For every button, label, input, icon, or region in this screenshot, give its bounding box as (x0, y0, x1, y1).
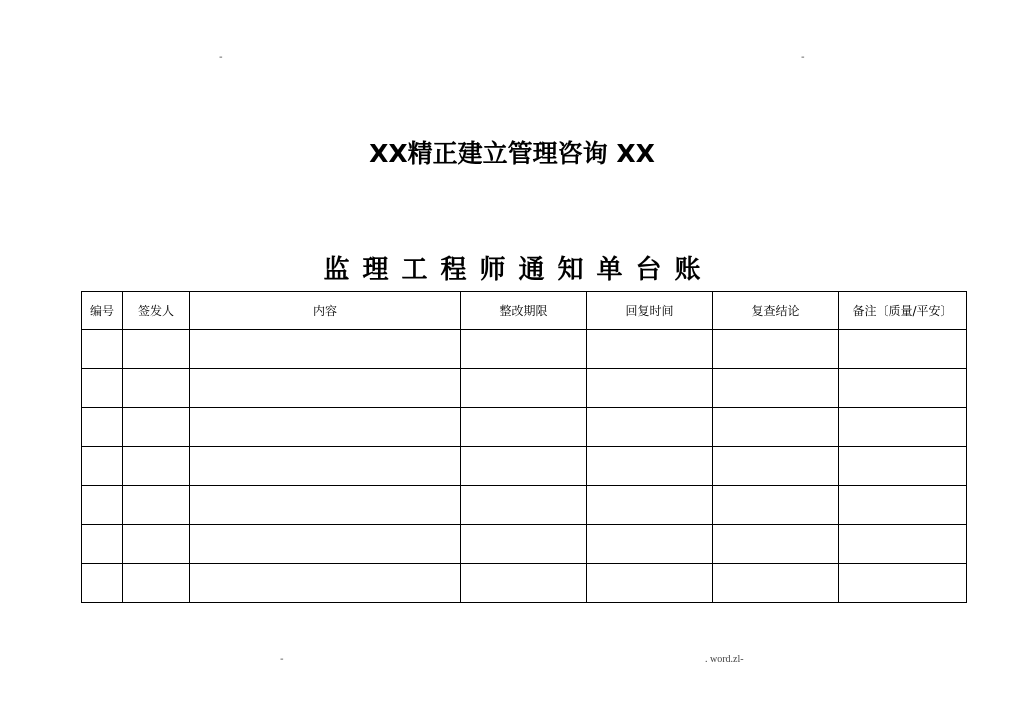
table-cell (461, 447, 587, 486)
table-cell (123, 564, 190, 603)
column-header-reply-time: 回复时间 (587, 292, 713, 330)
table-cell (461, 564, 587, 603)
table-cell (713, 330, 839, 369)
column-header-number: 编号 (82, 292, 123, 330)
table-row (82, 408, 967, 447)
table-cell (587, 486, 713, 525)
document-title: 监理工程师通知单台账 (323, 255, 714, 285)
column-header-issuer: 签发人 (123, 292, 190, 330)
table-cell (713, 486, 839, 525)
table-cell (123, 525, 190, 564)
table-cell (713, 564, 839, 603)
table-cell (82, 369, 123, 408)
table-cell (461, 408, 587, 447)
footer-left-mark: - (280, 654, 284, 665)
table-row (82, 525, 967, 564)
table-cell (190, 330, 461, 369)
table-cell (190, 525, 461, 564)
column-header-content: 内容 (190, 292, 461, 330)
table-cell (839, 447, 967, 486)
header-right-mark: - (801, 52, 805, 63)
company-title: XX精正建立管理咨询 XX (369, 139, 655, 168)
table-row (82, 447, 967, 486)
table-cell (461, 330, 587, 369)
footer-source-text: . word.zl- (705, 654, 744, 665)
table-cell (190, 369, 461, 408)
column-header-recheck-conclusion: 复查结论 (713, 292, 839, 330)
table-cell (713, 447, 839, 486)
table-cell (461, 369, 587, 408)
table-cell (82, 408, 123, 447)
table-cell (123, 447, 190, 486)
table-cell (587, 369, 713, 408)
table-cell (839, 486, 967, 525)
table-cell (82, 486, 123, 525)
table-cell (82, 330, 123, 369)
table-cell (461, 486, 587, 525)
header-left-mark: - (219, 52, 223, 63)
table-cell (713, 525, 839, 564)
table-row (82, 369, 967, 408)
table-cell (123, 330, 190, 369)
table-cell (123, 408, 190, 447)
column-header-remarks: 备注〔质量/平安〕 (839, 292, 967, 330)
table-cell (82, 447, 123, 486)
table-cell (587, 330, 713, 369)
table-row (82, 486, 967, 525)
table-cell (587, 447, 713, 486)
table-cell (587, 408, 713, 447)
table-cell (839, 564, 967, 603)
table-cell (587, 525, 713, 564)
table-cell (839, 408, 967, 447)
table-cell (461, 525, 587, 564)
table-cell (82, 564, 123, 603)
table-cell (190, 447, 461, 486)
table-cell (713, 408, 839, 447)
table-cell (190, 408, 461, 447)
notice-ledger-table (81, 291, 967, 603)
table-row (82, 564, 967, 603)
table-cell (82, 525, 123, 564)
table-header-row (82, 292, 967, 330)
table-cell (190, 564, 461, 603)
table-row (82, 330, 967, 369)
table-cell (123, 369, 190, 408)
table-cell (839, 525, 967, 564)
table-cell (123, 486, 190, 525)
table-cell (839, 330, 967, 369)
table-cell (587, 564, 713, 603)
column-header-deadline: 整改期限 (461, 292, 587, 330)
table-cell (839, 369, 967, 408)
table-cell (190, 486, 461, 525)
table-cell (713, 369, 839, 408)
